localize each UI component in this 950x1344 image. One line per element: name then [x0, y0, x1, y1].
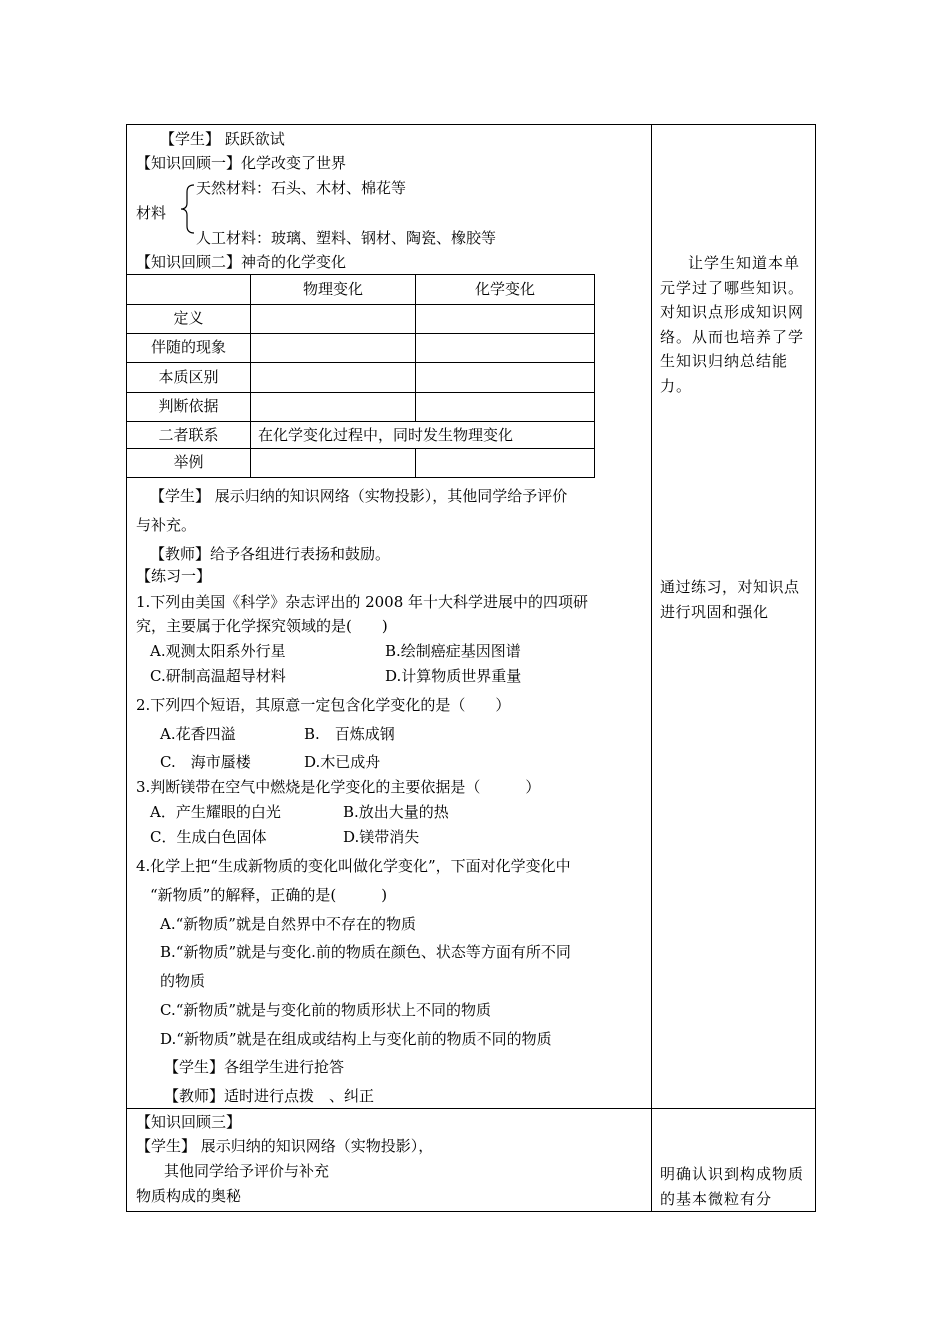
- materials-label: 材料: [136, 204, 167, 222]
- question-4-option-b-line2: 的物质: [160, 972, 206, 990]
- student-show-1: 【学生】 展示归纳的知识网络（实物投影），其他同学给予评价: [150, 487, 568, 505]
- student-eager: 【学生】 跃跃欲试: [160, 130, 285, 148]
- teacher-praise: 【教师】给予各组进行表扬和鼓励。: [150, 545, 391, 563]
- question-1-option-b: B.绘制癌症基因图谱: [385, 642, 521, 660]
- outer-border-bottom: [126, 1211, 816, 1212]
- question-2: 2.下列四个短语，其原意一定包含化学变化的是（ ）: [136, 696, 511, 714]
- brace-icon: [180, 184, 196, 234]
- others-comment: 其他同学给予评价与补充: [164, 1162, 330, 1180]
- table-row-label: 定义: [173, 309, 204, 327]
- question-1-option-a: A.观测太阳系外行星: [150, 642, 286, 660]
- section-divider: [126, 1108, 816, 1109]
- table-header-chemical: 化学变化: [474, 280, 535, 298]
- table-merged-cell: 在化学变化过程中，同时发生物理变化: [258, 426, 514, 444]
- question-1-option-c: C.研制高温超导材料: [150, 667, 286, 685]
- natural-materials: 天然材料：石头、木材、棉花等: [196, 179, 407, 197]
- review1-title: 【知识回顾一】化学改变了世界: [136, 154, 347, 172]
- table-row-label: 本质区别: [158, 368, 219, 386]
- question-1-line1: 1.下列由美国《科学》杂志评出的 2008 年十大科学进展中的四项研: [136, 593, 589, 611]
- table-row-label: 举例: [173, 453, 204, 471]
- question-1-line2: 究，主要属于化学探究领域的是( ): [136, 617, 388, 635]
- question-4-option-b-line1: B.“新物质”就是与变化.前的物质在颜色、状态等方面有所不同: [160, 943, 571, 961]
- question-2-option-b: B. 百炼成钢: [304, 725, 395, 743]
- table-row-label: 伴随的现象: [150, 338, 226, 356]
- outer-border-right: [815, 124, 816, 1212]
- question-4-option-c: C.“新物质”就是与变化前的物质形状上不同的物质: [160, 1001, 492, 1019]
- exercise-title: 【练习一】: [136, 567, 212, 585]
- question-3-option-a: A．产生耀眼的白光: [150, 803, 281, 821]
- review3-title: 【知识回顾三】: [136, 1113, 242, 1131]
- question-3: 3.判断镁带在空气中燃烧是化学变化的主要依据是（ ）: [136, 778, 541, 796]
- table-header-physical: 物理变化: [302, 280, 363, 298]
- question-1-option-d: D.计算物质世界重量: [385, 667, 522, 685]
- teacher-guide: 【教师】适时进行点拨 、纠正: [164, 1087, 375, 1105]
- question-2-option-c: C. 海市蜃楼: [160, 753, 251, 771]
- student-show-2: 与补充。: [136, 516, 197, 534]
- question-2-option-a: A.花香四溢: [160, 725, 236, 743]
- sidebar-note-2: 通过练习，对知识点进行巩固和强化: [660, 578, 800, 621]
- question-2-option-d: D.木已成舟: [304, 753, 381, 771]
- question-4-option-a: A.“新物质”就是自然界中不存在的物质: [160, 915, 416, 933]
- sidebar-note-3: 明确认识到构成物质的基本微粒有分: [660, 1165, 805, 1208]
- column-divider: [651, 124, 652, 1212]
- outer-border-left: [126, 124, 127, 1212]
- student-show-3: 【学生】 展示归纳的知识网络（实物投影），: [136, 1137, 434, 1155]
- outer-border-top: [126, 124, 816, 125]
- question-3-option-c: C．生成白色固体: [150, 828, 267, 846]
- question-3-option-d: D.镁带消失: [343, 828, 420, 846]
- question-4-line2: “新物质”的解释，正确的是( ): [150, 886, 388, 904]
- question-4-line1: 4.化学上把“生成新物质的变化叫做化学变化”，下面对化学变化中: [136, 857, 571, 875]
- sidebar-note-1: 让学生知道本单元学过了哪些知识。对知识点形成知识网络。从而也培养了学生知识归纳总结能力。: [660, 254, 805, 395]
- artificial-materials: 人工材料：玻璃、塑料、钢材、陶瓷、橡胶等: [196, 229, 497, 247]
- table-row-label: 判断依据: [158, 397, 219, 415]
- table-row-label: 二者联系: [158, 426, 219, 444]
- matter-mystery: 物质构成的奥秘: [136, 1187, 242, 1205]
- question-3-option-b: B.放出大量的热: [343, 803, 449, 821]
- review2-title: 【知识回顾二】神奇的化学变化: [136, 253, 347, 271]
- student-answer: 【学生】各组学生进行抢答: [164, 1058, 345, 1076]
- question-4-option-d: D.“新物质”就是在组成或结构上与变化前的物质不同的物质: [160, 1030, 552, 1048]
